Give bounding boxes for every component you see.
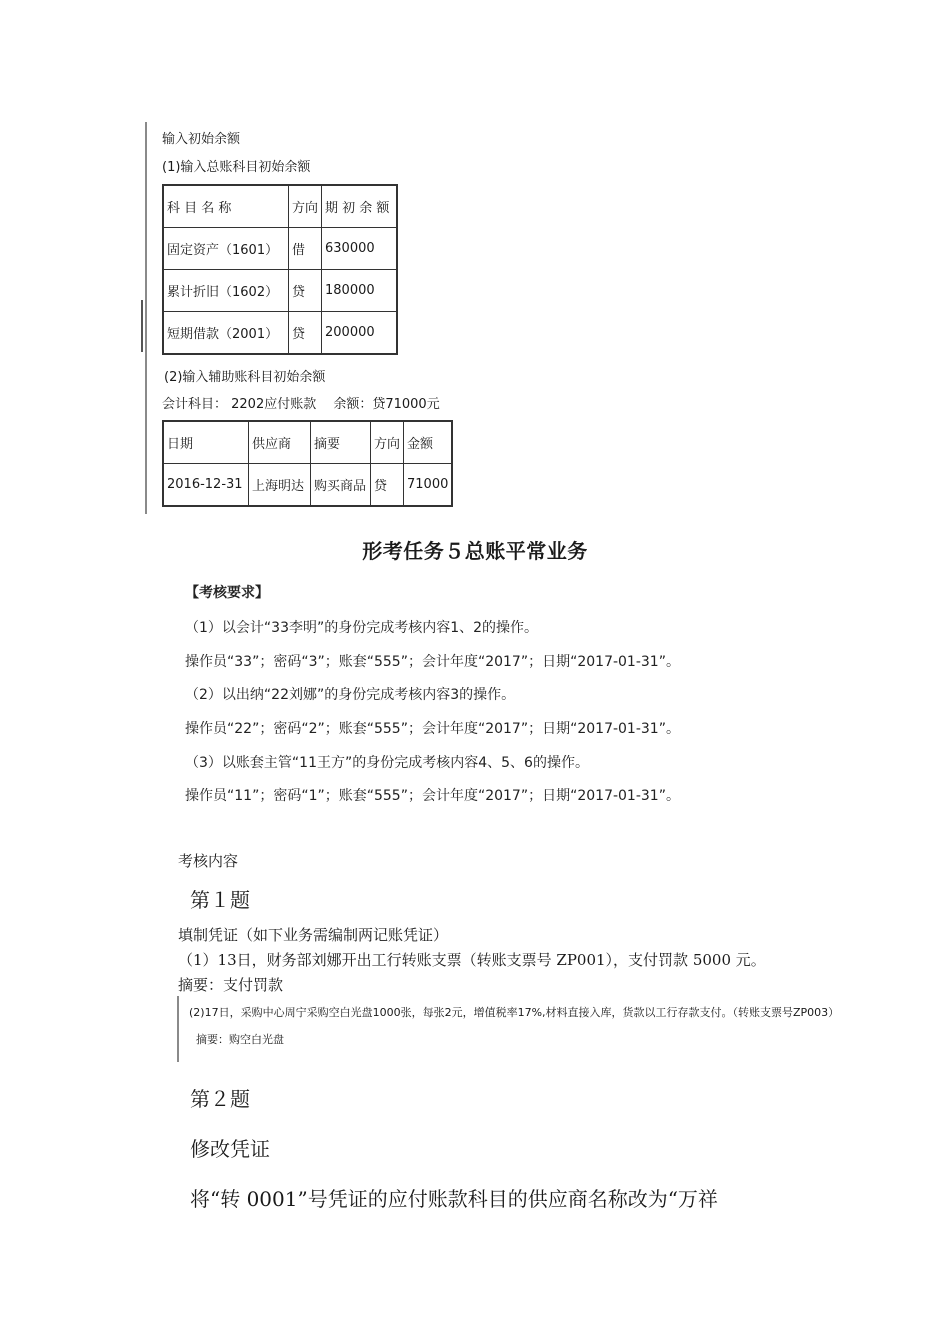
table-row: [163, 228, 397, 270]
requirement-line: 操作员“22”；密码“2”；账套“555”；会计年度“2017”；日期“2017-01-31”。: [185, 721, 680, 737]
quote-bar: [145, 122, 147, 514]
table-cell: 630000: [322, 228, 398, 270]
table-cell: 上海明达: [249, 464, 311, 507]
initial-balance-screenshot: [145, 122, 485, 514]
table-cell: 贷: [289, 312, 322, 355]
table-cell: 180000: [322, 270, 398, 312]
table-header-cell: 方向: [371, 421, 404, 464]
question-2-title: 第２题: [190, 1087, 250, 1111]
table-cell: 固定资产（1601）: [163, 228, 289, 270]
quote-bar: [177, 996, 179, 1062]
requirement-line: 操作员“11”；密码“1”；账套“555”；会计年度“2017”；日期“2017-01-31”。: [185, 788, 680, 804]
question-1-line: 摘要：支付罚款: [178, 976, 284, 994]
table-cell: 2016-12-31: [163, 464, 249, 507]
requirement-line: （2）以出纳“22刘娜”的身份完成考核内容3的操作。: [185, 687, 516, 703]
table-cell: 71000: [404, 464, 453, 507]
auxiliary-ledger-table: [162, 420, 453, 507]
table-cell: 购买商品: [311, 464, 371, 507]
requirement-line: 操作员“33”；密码“3”；账套“555”；会计年度“2017”；日期“2017-01-31”。: [185, 654, 680, 670]
table-header-row: [163, 421, 452, 464]
table-header-cell: 方向: [289, 185, 322, 228]
quote-bar-accent: [141, 300, 143, 352]
section-title: 形考任务５总账平常业务: [362, 539, 588, 563]
table-cell: 贷: [371, 464, 404, 507]
question-2-subtitle: 修改凭证: [190, 1137, 270, 1161]
account-balance-line: 会计科目： 2202应付账款 余额：贷71000元: [162, 397, 440, 412]
general-ledger-table: [162, 184, 398, 355]
table-header-cell: 供应商: [249, 421, 311, 464]
requirement-line: （1）以会计“33李明”的身份完成考核内容1、2的操作。: [185, 620, 539, 636]
quote-line: 摘要：购空白光盘: [196, 1033, 284, 1046]
table-cell: 借: [289, 228, 322, 270]
content-label: 考核内容: [178, 852, 239, 870]
table-header-row: [163, 185, 397, 228]
question-2-text: 将“转 0001”号凭证的应付账款科目的供应商名称改为“万祥: [190, 1187, 718, 1211]
table-cell: 贷: [289, 270, 322, 312]
table-row: [163, 270, 397, 312]
purchase-screenshot: [177, 996, 857, 1062]
requirement-line: （3）以账套主管“11王方”的身份完成考核内容4、5、6的操作。: [185, 755, 589, 771]
auxiliary-ledger-subheading: (2)输入辅助账科目初始余额: [164, 370, 326, 385]
table-row: [163, 464, 452, 507]
table-header-cell: 金额: [404, 421, 453, 464]
question-1-line: （1）13日，财务部刘娜开出工行转账支票（转账支票号 ZP001），支付罚款 5000 元。: [178, 951, 766, 969]
table-header-cell: 科 目 名 称: [163, 185, 289, 228]
table-cell: 200000: [322, 312, 398, 355]
general-ledger-subheading: (1)输入总账科目初始余额: [162, 160, 311, 175]
question-1-line: 填制凭证（如下业务需编制两记账凭证）: [178, 926, 449, 944]
initial-balance-heading: 输入初始余额: [162, 132, 241, 147]
table-header-cell: 摘要: [311, 421, 371, 464]
quote-line: (2)17日，采购中心周宁采购空白光盘1000张，每张2元，增值税率17%,材料直接入库，货款以工行存款支付。（转账支票号ZP003）: [189, 1006, 840, 1019]
table-row: [163, 312, 397, 355]
table-cell: 短期借款（2001）: [163, 312, 289, 355]
question-1-title: 第１题: [190, 888, 250, 912]
requirements-title: 【考核要求】: [185, 585, 269, 601]
table-header-cell: 期 初 余 额: [322, 185, 398, 228]
table-header-cell: 日期: [163, 421, 249, 464]
table-cell: 累计折旧（1602）: [163, 270, 289, 312]
